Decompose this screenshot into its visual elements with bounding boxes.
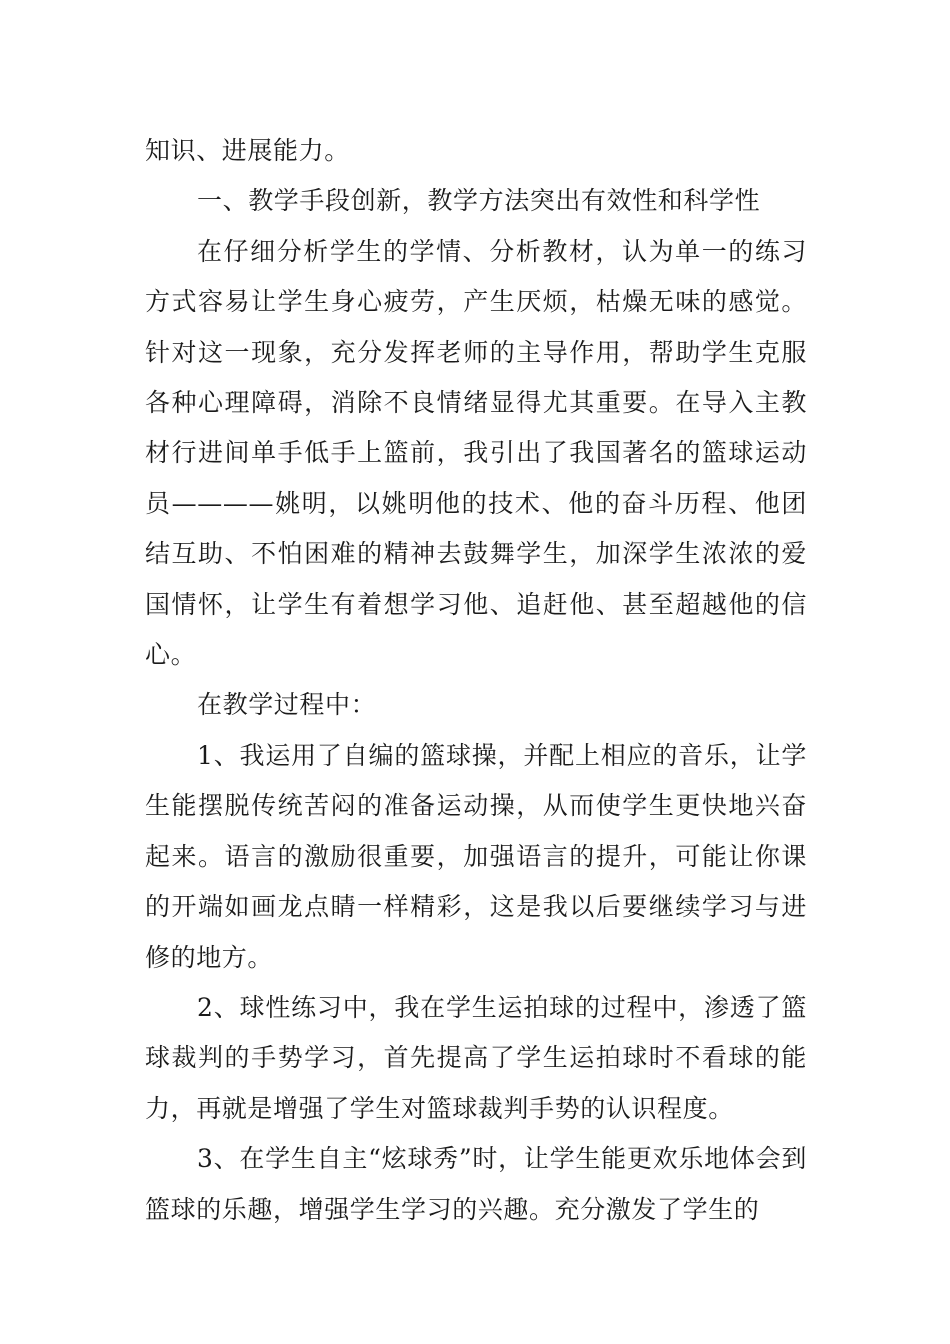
paragraph-analysis: 在仔细分析学生的学情、分析教材，认为单一的练习方式容易让学生身心疲劳，产生厌烦，枯燥无味的感觉。针对这一现象，充分发挥老师的主导作用，帮助学生克服各种心理障碍，消除不良情绪显得尤其重要。在导入主教材行进间单手低手上篮前，我引出了我国著名的篮球运动员————姚明，以姚明他的技术、他的奋斗历程、他团结互助、不怕困难的精神去鼓舞学生，加深学生浓浓的爱国情怀，让学生有着想学习他、追赶他、甚至超越他的信心。 bbox=[145, 236, 807, 670]
list-item-3: 3、在学生自主“炫球秀”时，让学生能更欢乐地体会到篮球的乐趣，增强学生学习的兴趣。充分激发了学生的 bbox=[145, 1144, 807, 1224]
list-item-2: 2、球性练习中，我在学生运拍球的过程中，渗透了篮球裁判的手势学习，首先提高了学生运拍球时不看球的能力，再就是增强了学生对篮球裁判手势的认识程度。 bbox=[145, 992, 807, 1123]
paragraph-continuation: 知识、进展能力。 bbox=[145, 136, 350, 165]
document-body bbox=[145, 126, 807, 1235]
paragraph-process-intro: 在教学过程中： bbox=[197, 690, 377, 720]
list-item-1: 1、我运用了自编的篮球操，并配上相应的音乐，让学生能摆脱传统苦闷的准备运动操，从而使学生更快地兴奋起来。语言的激励很重要，加强语言的提升，可能让你课的开端如画龙点睛一样精彩，这是我以后要继续学习与进修的地方。 bbox=[145, 740, 807, 972]
section-heading: 一、教学手段创新，教学方法突出有效性和科学性 bbox=[197, 186, 761, 216]
